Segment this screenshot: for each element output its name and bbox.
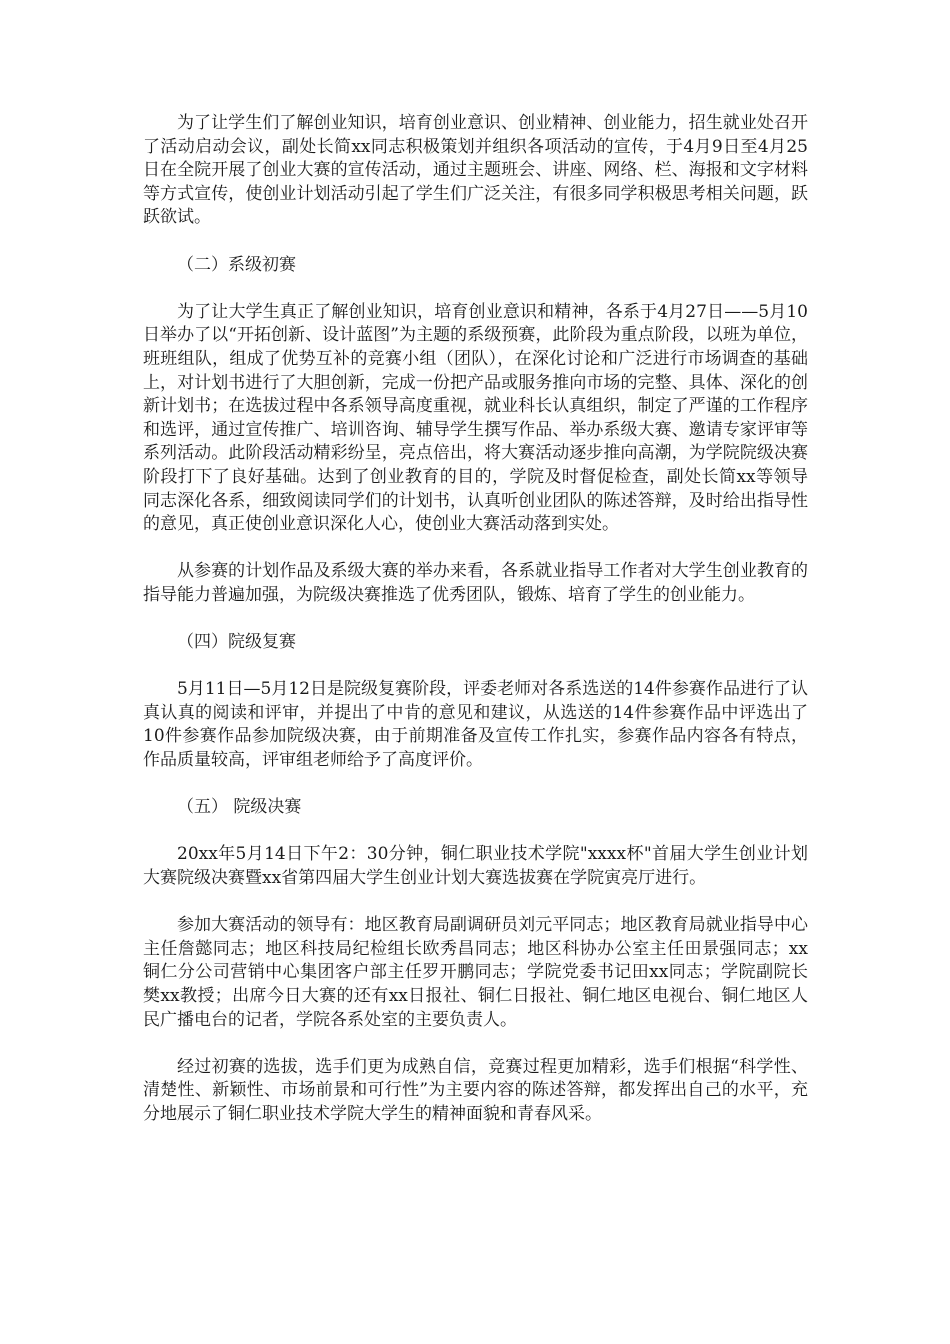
paragraph-final-summary: 经过初赛的选拔，选手们更为成熟自信，竞赛过程更加精彩，选手们根据“科学性、清楚性、新颖性、市场前景和可行性”为主要内容的陈述答辩，都发挥出自己的水平，充分地展示了铜仁职业技术学院大学生的精神面貌和青春风采。 [143, 1056, 808, 1124]
paragraph-college-semifinal: 5月11日—5月12日是院级复赛阶段，评委老师对各系选送的14件参赛作品进行了认真认真的阅读和评审，并提出了中肯的意见和建议，从选送的14件参赛作品中评选出了10件参赛作品参加院级决赛，由于前期准备及宣传工作扎实，参赛作品内容各有特点，作品质量较高，评审组老师给予了高度评价。 [143, 679, 808, 771]
document-body [143, 112, 808, 1150]
paragraph-preliminary-summary: 从参赛的计划作品及系级大赛的举办来看，各系就业指导工作者对大学生创业教育的指导能力普遍加强，为院级决赛推选了优秀团队，锻炼、培育了学生的创业能力。 [143, 561, 808, 605]
paragraph-publicity: 为了让学生们了解创业知识，培育创业意识、创业精神、创业能力，招生就业处召开了活动启动会议，副处长简xx同志积极策划并组织各项活动的宣传，于4月9日至4月25日在全院开展了创业大赛的宣传活动，通过主题班会、讲座、网络、栏、海报和文字材料等方式宣传，使创业计划活动引起了学生们广泛关注，有很多同学积极思考相关问题，跃跃欲试。 [143, 113, 808, 228]
section-heading-department-preliminary: （二）系级初赛 [177, 254, 296, 275]
paragraph-final-event: 20xx年5月14日下午2：30分钟，铜仁职业技术学院"xxxx杯"首届大学生创业计划大赛院级决赛暨xx省第四届大学生创业计划大赛选拔赛在学院寅亮厅进行。 [143, 844, 808, 888]
paragraph-department-preliminary: 为了让大学生真正了解创业知识，培育创业意识和精神，各系于4月27日——5月10日举办了以“开拓创新、设计蓝图”为主题的系级预赛，此阶段为重点阶段，以班为单位，班班组队，组成了优势互补的竞赛小组（团队），在深化讨论和广泛进行市场调查的基础上，对计划书进行了大胆创新，完成一份把产品或服务推向市场的完整、具体、深化的创新计划书；在选拔过程中各系领导高度重视，就业科长认真组织，制定了严谨的工作程序和选评，通过宣传推广、培训咨询、辅导学生撰写作品、举办系级大赛、邀请专家评审等系列活动。此阶段活动精彩纷呈，亮点倍出，将大赛活动逐步推向高潮，为学院院级决赛阶段打下了良好基础。达到了创业教育的目的，学院及时督促检查，副处长简xx等领导同志深化各系，细致阅读同学们的计划书，认真听创业团队的陈述答辩，及时给出指导性的意见，真正使创业意识深化人心，使创业大赛活动落到实处。 [143, 301, 808, 535]
paragraph-attending-leaders: 参加大赛活动的领导有：地区教育局副调研员刘元平同志；地区教育局就业指导中心主任詹懿同志；地区科技局纪检组长欧秀昌同志；地区科协办公室主任田景强同志；xx铜仁分公司营销中心集团客户部主任罗开鹏同志；学院党委书记田xx同志；学院副院长樊xx教授；出席今日大赛的还有xx日报社、铜仁日报社、铜仁地区电视台、铜仁地区人民广播电台的记者，学院各系处室的主要负责人。 [143, 915, 808, 1030]
section-heading-college-final: （五） 院级决赛 [177, 797, 302, 818]
section-heading-college-semifinal: （四）院级复赛 [177, 632, 296, 653]
